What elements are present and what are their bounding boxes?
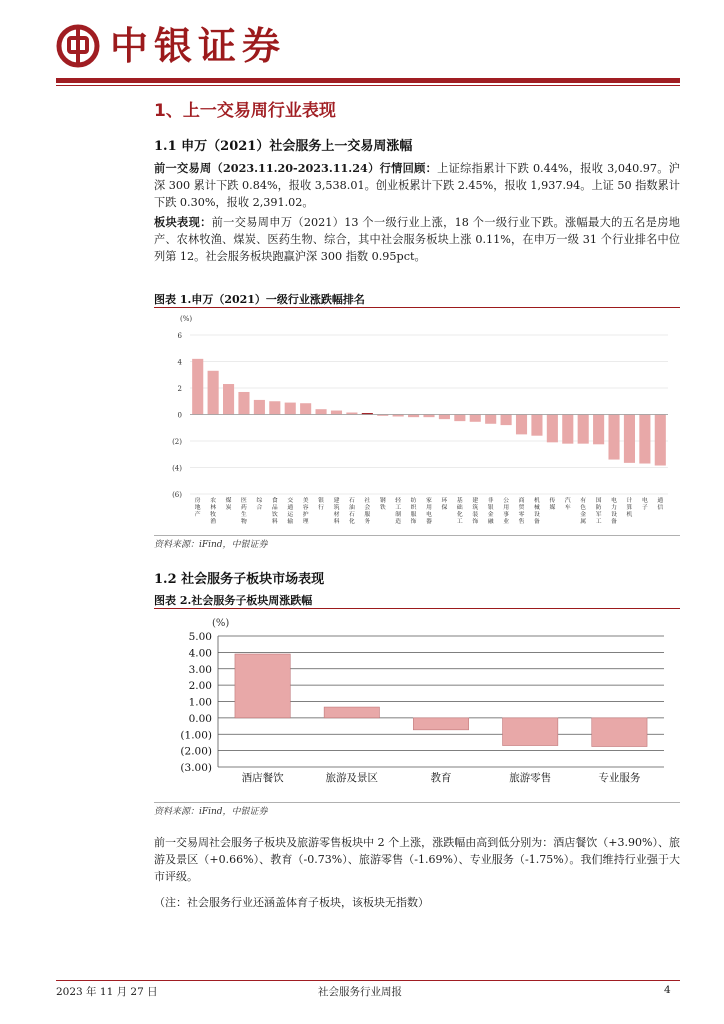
x-tick-label: 基础化工 — [456, 498, 463, 525]
paragraph-market-review — [154, 160, 680, 211]
footer-rule — [56, 980, 680, 981]
x-tick-label: 医药生物 — [241, 498, 247, 525]
bar — [208, 371, 219, 415]
bar — [501, 415, 512, 426]
x-tick-label: 煤炭 — [225, 498, 232, 511]
x-tick-label: 农林牧渔 — [210, 498, 217, 525]
bar — [192, 359, 203, 415]
bar — [531, 415, 542, 436]
page-number: 4 — [664, 984, 671, 996]
paragraph-subsector: 前一交易周社会服务子板块及旅游零售板块中 2 个上涨，涨跌幅由高到低分别为：酒店餐饮（+3.90%）、旅游及景区（+0.66%）、教育（-0.73%）、旅游零售（-1.69%）、专业服务（-1.75%）。我们维持行业强于大市评级。 — [154, 836, 680, 883]
figure-2-title: 图表 2.社会服务子板块周涨跌幅 — [154, 594, 313, 607]
bar — [235, 654, 290, 718]
x-tick-label: 通信 — [657, 498, 664, 511]
bar — [562, 415, 573, 444]
x-tick-label: 石油石化 — [348, 498, 355, 525]
bar — [624, 415, 635, 463]
figure-1-top-rule — [154, 307, 680, 308]
x-tick-label: 建筑材料 — [333, 498, 340, 525]
x-tick-label: 家用电器 — [426, 498, 432, 525]
figure-2-bottom-rule — [154, 802, 680, 803]
section-title: 1、上一交易周行业表现 — [154, 101, 336, 121]
brand-logo — [56, 22, 286, 70]
bar — [655, 415, 666, 466]
x-tick-label: 轻工制造 — [395, 498, 402, 525]
paragraph-note: （注：社会服务行业还涵盖体育子板块，该板块无指数） — [154, 896, 429, 909]
y-tick-label: 5.00 — [188, 631, 212, 643]
figure-1-title: 图表 1.申万（2021）一级行业涨跌幅排名 — [154, 293, 365, 306]
bar — [285, 403, 296, 415]
x-tick-label: 食品饮料 — [271, 498, 278, 525]
y-tick-label: 1.00 — [188, 696, 212, 709]
bar — [547, 415, 558, 443]
y-axis-unit: (%) — [212, 618, 230, 629]
paragraph-lead: 板块表现： — [154, 215, 212, 229]
header-rule — [56, 78, 680, 83]
bar — [316, 409, 327, 414]
x-tick-label: 汽车 — [564, 498, 571, 511]
x-tick-label: 纺织服饰 — [410, 498, 417, 525]
figure-2-top-rule — [154, 608, 680, 609]
x-tick-label: 有色金属 — [580, 498, 587, 525]
y-tick-label: 3.00 — [188, 663, 212, 676]
x-tick-label: 传媒 — [549, 498, 556, 511]
y-tick-label: 4.00 — [188, 647, 212, 660]
x-tick-label: 专业服务 — [598, 772, 641, 784]
bar — [485, 415, 496, 424]
y-tick-label: 2 — [177, 385, 182, 393]
boc-logo-icon — [56, 24, 100, 68]
bar — [269, 401, 280, 414]
bar — [238, 392, 249, 415]
x-tick-label: 房地产 — [194, 498, 201, 518]
y-tick-label: 4 — [177, 358, 182, 367]
y-tick-label: (4) — [172, 464, 182, 473]
x-tick-label: 环保 — [441, 498, 448, 511]
x-tick-label: 酒店餐饮 — [241, 772, 284, 784]
subsector-bar-chart — [154, 610, 680, 800]
y-tick-label: (3.00) — [180, 762, 212, 774]
bar — [254, 400, 265, 415]
x-tick-label: 美容护理 — [302, 498, 309, 525]
paragraph-lead: 前一交易周（2023.11.20-2023.11.24）行情回顾： — [154, 161, 438, 175]
x-tick-label: 建筑装饰 — [472, 498, 479, 525]
subsection-title-2: 1.2 社会服务子板块市场表现 — [154, 572, 325, 587]
industry-bar-chart — [154, 309, 680, 534]
y-tick-label: (2) — [172, 438, 182, 446]
x-tick-label: 旅游零售 — [509, 772, 552, 784]
paragraph-sector — [154, 214, 680, 265]
footer-report-name: 社会服务行业周报 — [318, 986, 402, 998]
paragraph-body: 上证综指累计下跌 0.44%，报收 3,040.97。沪深 300 累计下跌 0.84%，报收 3,538.01。创业板累计下跌 2.45%，报收 1,937.94。上证 50 指数累计下跌 0.30%，报收 2,391.02。 — [154, 162, 680, 209]
x-tick-label: 银行 — [318, 498, 324, 511]
x-tick-label: 商贸零售 — [518, 498, 525, 525]
y-tick-label: (2.00) — [180, 745, 212, 758]
paragraph-body: 前一交易周申万（2021）13 个一级行业上涨，18 个一级行业下跌。涨幅最大的五名是房地产、农林牧渔、煤炭、医药生物、综合，其中社会服务板块上涨 0.11%，在申万一级 31 个行业排名中位列第 12。社会服务板块跑赢沪深 300 指数 0.95pct。 — [154, 216, 680, 263]
brand-name: 中银证券 — [110, 24, 287, 68]
x-tick-label: 公用事业 — [503, 498, 510, 525]
x-tick-label: 旅游及景区 — [325, 772, 379, 784]
bar — [516, 415, 527, 435]
x-tick-label: 计算机 — [626, 498, 633, 518]
bar — [503, 718, 558, 746]
bar — [470, 415, 481, 422]
figure-2-source: 资料来源：iFind，中银证券 — [154, 807, 268, 817]
x-tick-label: 国防军工 — [595, 498, 602, 525]
header-rule-thin — [56, 85, 680, 86]
bar — [578, 415, 589, 444]
x-tick-label: 社会服务 — [364, 498, 371, 525]
bar — [300, 403, 311, 414]
bar — [331, 411, 342, 415]
x-tick-label: 教育 — [430, 772, 452, 784]
x-tick-label: 钢铁 — [379, 498, 386, 511]
y-tick-label: 0 — [177, 411, 182, 420]
bar — [608, 415, 619, 460]
footer-date: 2023 年 11 月 27 日 — [56, 986, 158, 998]
x-tick-label: 电子 — [641, 498, 648, 511]
y-tick-label: (1.00) — [180, 729, 212, 742]
y-tick-label: 0.00 — [188, 712, 212, 725]
bar — [639, 415, 650, 464]
y-tick-label: 6 — [177, 332, 182, 340]
x-tick-label: 电力设备 — [611, 498, 617, 525]
x-tick-label: 综合 — [256, 498, 263, 511]
bar — [454, 415, 465, 422]
figure-1-source: 资料来源：iFind，中银证券 — [154, 540, 268, 550]
bar — [324, 707, 379, 718]
bar — [223, 384, 234, 414]
y-tick-label: 2.00 — [188, 680, 212, 693]
bar — [413, 718, 468, 730]
figure-1-bottom-rule — [154, 535, 680, 536]
bar — [439, 415, 450, 420]
x-tick-label: 非银金融 — [487, 498, 494, 525]
y-tick-label: (6) — [172, 491, 182, 499]
y-axis-unit: (%) — [180, 315, 193, 323]
subsection-title-1: 1.1 申万（2021）社会服务上一交易周涨幅 — [154, 139, 413, 154]
bar — [593, 415, 604, 445]
x-tick-label: 交通运输 — [287, 498, 294, 525]
x-tick-label: 机械设备 — [534, 498, 540, 525]
bar — [592, 718, 647, 747]
